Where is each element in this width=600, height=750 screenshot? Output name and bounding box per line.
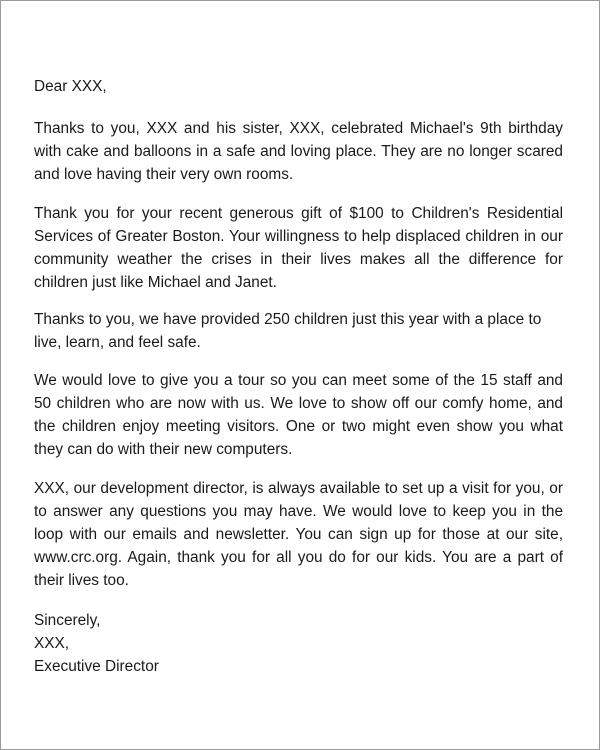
signer-title: Executive Director xyxy=(34,658,159,675)
valediction: Sincerely, xyxy=(34,612,101,629)
paragraph-contact: XXX, our development director, is always available to set up a visit for you, or to answer any questions you may have. We would love to keep you in the loop with our emails and newsletter. You can sign up for those at our site, www.crc.org. Again, thank you for all you do for our kids. You are a part of their lives too. xyxy=(34,480,563,589)
signer-name: XXX, xyxy=(34,635,70,652)
closing-block xyxy=(34,609,563,678)
salutation: Dear XXX, xyxy=(34,78,107,95)
paragraph-tour: We would love to give you a tour so you can meet some of the 15 staff and 50 children who are now with us. We love to show off our comfy home, and the children enjoy meeting visitors. One or two might even show you what they can do with their new computers. xyxy=(34,372,563,458)
paragraph-birthday: Thanks to you, XXX and his sister, XXX, celebrated Michael's 9th birthday with cake and balloons in a safe and loving place. They are no longer scared and love having their very own rooms. xyxy=(34,120,563,183)
paragraph-gift: Thank you for your recent generous gift of $100 to Children's Residential Services of Greater Boston. Your willingness to help displaced children in our community weather the crises in their lives makes all the difference for children just like Michael and Janet. xyxy=(34,205,563,291)
letter-body xyxy=(34,75,563,678)
paragraph-impact: Thanks to you, we have provided 250 children just this year with a place to live, learn, and feel safe. xyxy=(34,311,542,351)
